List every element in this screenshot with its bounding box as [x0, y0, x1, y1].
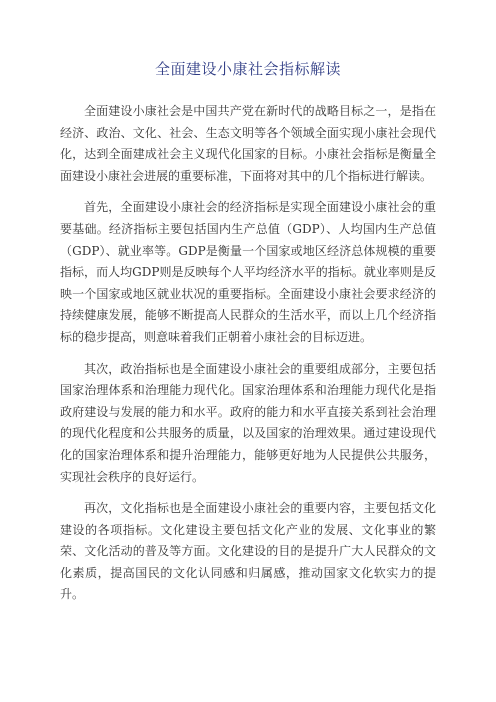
paragraph-political-indicators: 其次，政治指标也是全面建设小康社会的重要组成部分，主要包括国家治理体系和治理能力现代化。国家治理体系和治理能力现代化是指政府建设与发展的能力和水平。政府的能力和水平直接关系到社会治理的现代化程度和公共服务的质量，以及国家的治理效果。通过建设现代化的国家治理体系和提升治理能力，能够更好地为人民提供公共服务，实现社会秩序的良好运行。 — [60, 361, 436, 484]
paragraph-economic-indicators: 首先，全面建设小康社会的经济指标是实现全面建设小康社会的重要基础。经济指标主要包括国内生产总值（GDP）、人均国内生产总值（GDP）、就业率等。GDP是衡量一个国家或地区经济总体规模的重要指标，而人均GDP则是反映每个人平均经济水平的指标。就业率则是反映一个国家或地区就业状况的重要指标。全面建设小康社会要求经济的持续健康发展，能够不断提高人民群众的生活水平，而以上几个经济指标的稳步提高，则意味着我们正朝着小康社会的目标迈进。 — [60, 200, 436, 344]
paragraph-cultural-indicators: 再次，文化指标也是全面建设小康社会的重要内容，主要包括文化建设的各项指标。文化建设主要包括文化产业的发展、文化事业的繁荣、文化活动的普及等方面。文化建设的目的是提升广大人民群众的文化素质，提高国民的文化认同感和归属感，推动国家文化软实力的提升。 — [60, 501, 436, 602]
document-title: 全面建设小康社会指标解读 — [154, 60, 341, 78]
paragraph-intro: 全面建设小康社会是中国共产党在新时代的战略目标之一，是指在经济、政治、文化、社会、生态文明等各个领域全面实现小康社会现代化，达到全面建成社会主义现代化国家的目标。小康社会指标是衡量全面建设小康社会进展的重要标准，下面将对其中的几个指标进行解读。 — [60, 104, 436, 183]
